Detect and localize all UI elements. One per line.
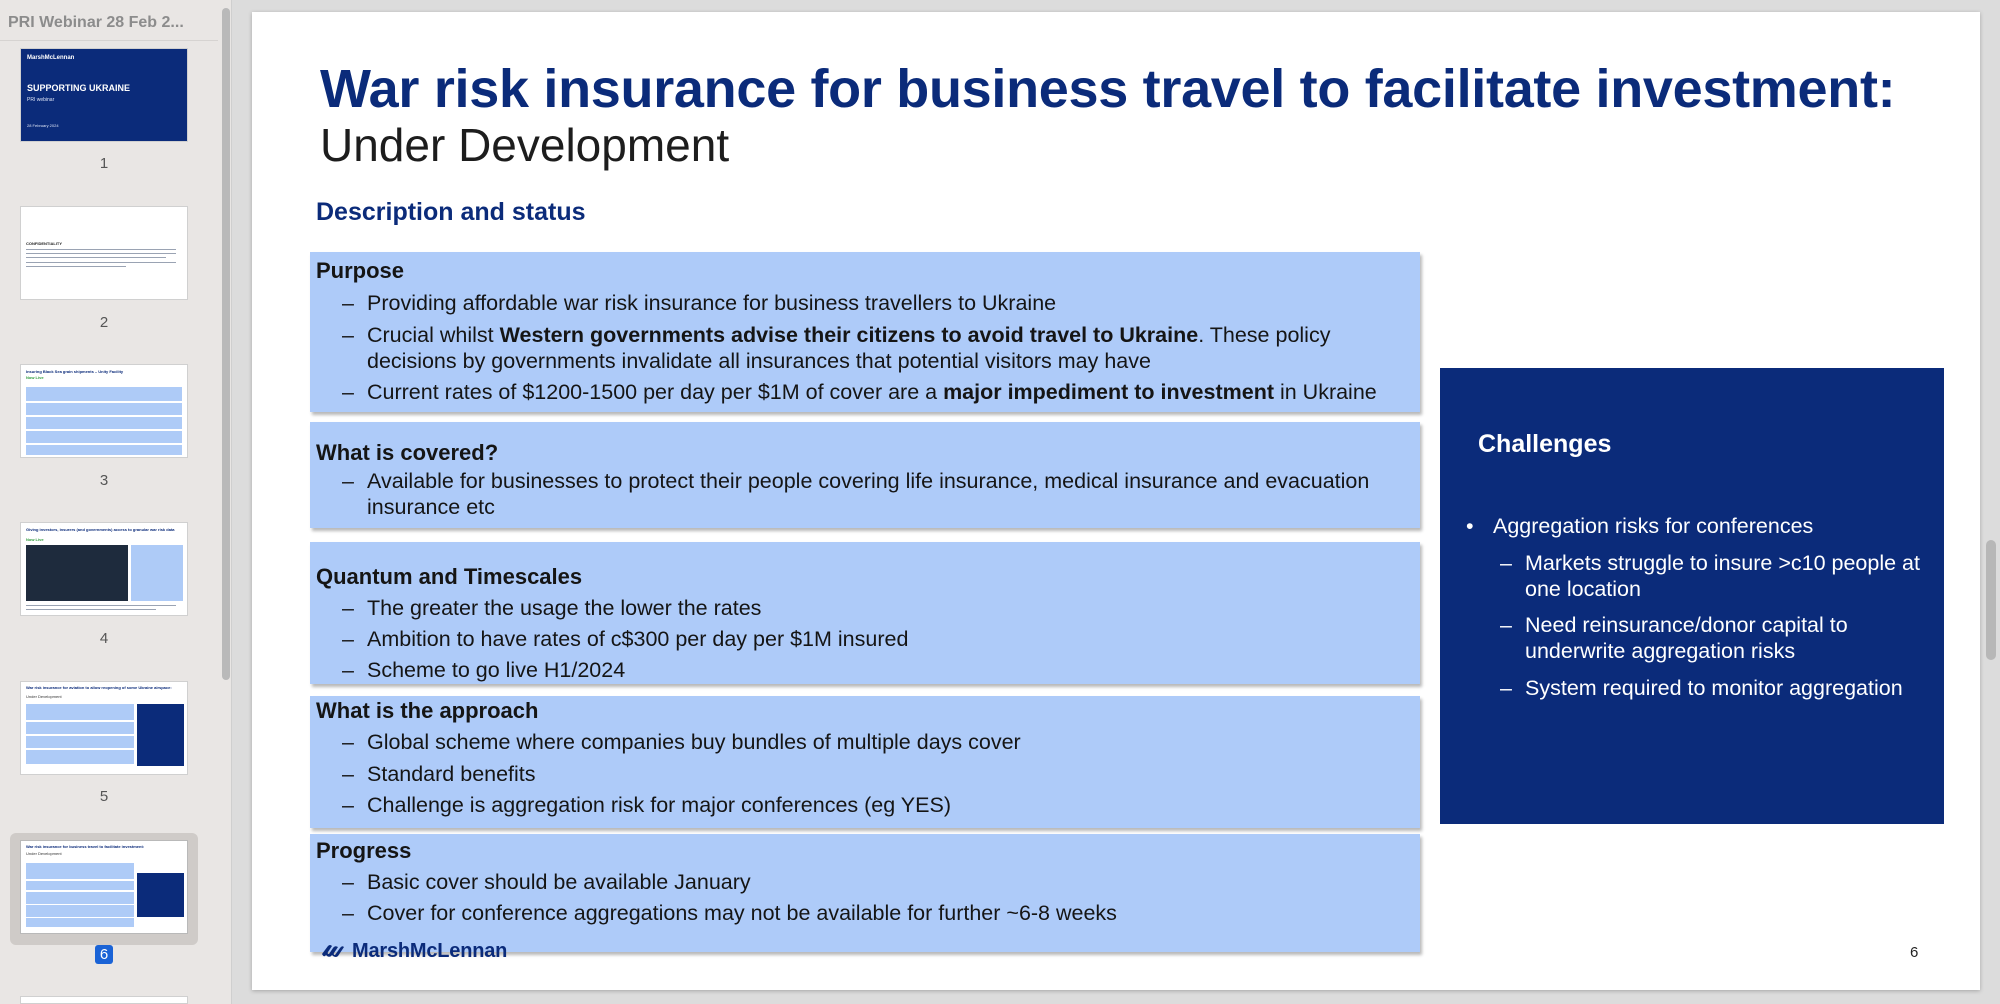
slide-thumbnail-3[interactable] <box>20 364 188 458</box>
dash-marker: – <box>1500 613 1512 637</box>
slide-thumbnail-2[interactable] <box>20 206 188 300</box>
dash-marker: – <box>342 870 354 894</box>
bullet-text-bold: Western governments advise their citizens to avoid travel to Ukraine <box>499 323 1199 347</box>
thumb-panel <box>26 736 134 748</box>
thumb-panel <box>26 387 182 401</box>
dash-marker: – <box>342 793 354 817</box>
thumb-text-line <box>26 262 176 263</box>
slide-thumbnail-7[interactable] <box>20 996 188 1004</box>
bullet-item <box>342 626 1402 652</box>
bullet-item <box>342 322 1402 374</box>
panel-purpose <box>310 252 1420 412</box>
panel-heading: Purpose <box>316 258 405 283</box>
challenge-subtext: Markets struggle to insure >c10 people at one location <box>1525 551 1920 601</box>
challenge-text: Aggregation risks for conferences <box>1493 514 1814 538</box>
dash-marker: – <box>1500 676 1512 700</box>
bullet-text: Providing affordable war risk insurance for business travellers to Ukraine <box>367 291 1057 315</box>
bullet-text-part: Current rates of $1200-1500 per day per $1M of cover are a <box>367 380 944 404</box>
bullet-text-part: Crucial whilst <box>367 323 500 347</box>
slide-number-1: 1 <box>99 155 109 172</box>
challenge-subitem <box>1500 675 1930 701</box>
dash-marker: – <box>1500 551 1512 575</box>
thumb-title: CONFIDENTIALITY <box>26 241 62 246</box>
panel-heading: What is the approach <box>316 698 539 723</box>
thumb-logo: MarshMcLennan <box>27 55 75 61</box>
thumbnail-preview <box>20 996 188 1004</box>
slide-number-4: 4 <box>99 630 109 647</box>
dash-marker: – <box>342 658 354 682</box>
thumb-panel <box>26 918 134 927</box>
thumb-title: Insuring Black Sea grain shipments – Unity Facility <box>26 369 124 374</box>
slide-canvas[interactable] <box>252 12 1980 990</box>
thumb-title: Giving investors, insurers (and governments) access to granular war risk data <box>26 527 175 532</box>
thumb-title: SUPPORTING UKRAINE <box>27 83 131 93</box>
bullet-item <box>342 792 1402 818</box>
bullet-text: Standard benefits <box>367 762 536 786</box>
thumb-panel <box>26 417 182 429</box>
slide-thumbnail-5[interactable] <box>20 681 188 775</box>
slide-title: War risk insurance for business travel to facilitate investment: <box>320 59 1896 119</box>
thumb-panel <box>26 403 182 415</box>
bullet-text-part: in Ukraine <box>1273 380 1377 404</box>
bullet-marker: • <box>1466 514 1474 538</box>
thumb-text-line <box>26 609 156 610</box>
dash-marker: – <box>342 627 354 651</box>
thumbnail-preview <box>20 681 188 775</box>
challenges-box <box>1440 368 1944 824</box>
thumb-panel <box>26 863 134 879</box>
bullet-text: Available for businesses to protect their people covering life insurance, medical insurance and evacuation insurance etc <box>367 469 1370 519</box>
challenge-subitem <box>1500 550 1920 602</box>
thumb-title: War risk insurance for business travel to facilitate investment: <box>26 844 145 849</box>
slide-number-3: 3 <box>99 472 109 489</box>
thumb-status: Now Live <box>26 375 44 380</box>
slide-thumbnail-4[interactable] <box>20 522 188 616</box>
panel-heading: Progress <box>316 838 412 863</box>
thumb-text-line <box>26 249 176 250</box>
slide-thumbnail-6[interactable] <box>20 840 188 934</box>
bullet-item <box>342 468 1402 520</box>
bullet-text: The greater the usage the lower the rates <box>367 596 762 620</box>
dash-marker: – <box>342 469 354 493</box>
bullet-text <box>367 379 1422 405</box>
bullet-item <box>342 761 1402 787</box>
footer-logo-text: MarshMcLennan <box>352 939 508 962</box>
bullet-text <box>367 322 1402 374</box>
slide-number-6-label: 6 <box>95 945 113 964</box>
thumb-panel <box>26 445 182 455</box>
thumbnail-preview <box>20 48 188 142</box>
thumb-subtitle: PRI webinar <box>27 97 55 103</box>
bullet-item <box>342 657 1402 683</box>
bullet-text: Global scheme where companies buy bundles of multiple days cover <box>367 730 1021 754</box>
bullet-text: Ambition to have rates of c$300 per day per $1M insured <box>367 627 909 651</box>
panel-progress <box>310 834 1420 952</box>
thumb-panel <box>26 704 134 720</box>
thumbnail-preview <box>20 364 188 458</box>
thumb-title: War risk insurance for aviation to allow reopening of some Ukraine airspace: <box>26 685 172 690</box>
panel-heading: What is covered? <box>316 440 499 465</box>
challenge-item <box>1466 513 1926 539</box>
thumb-status: Under Development <box>26 694 62 699</box>
challenge-subtext: Need reinsurance/donor capital to underwrite aggregation risks <box>1525 613 1848 663</box>
bullet-text: Challenge is aggregation risk for major conferences (eg YES) <box>367 793 951 817</box>
bullet-item <box>342 379 1422 405</box>
thumb-panel <box>131 545 183 601</box>
challenges-title: Challenges <box>1478 430 1612 458</box>
thumbnail-preview <box>20 522 188 616</box>
bullet-text: Scheme to go live H1/2024 <box>367 658 626 682</box>
dash-marker: – <box>342 291 354 315</box>
bullet-text-bold: major impediment to investment <box>943 380 1274 404</box>
slide-number-2: 2 <box>99 314 109 331</box>
slide-navigator <box>0 0 232 1004</box>
bullet-item <box>342 729 1402 755</box>
thumb-panel <box>26 431 182 443</box>
bullet-text: Cover for conference aggregations may not be available for further ~6-8 weeks <box>367 901 1117 925</box>
sidebar-scrollbar[interactable] <box>222 8 230 680</box>
panel-quantum-and-timescales <box>310 542 1420 684</box>
thumb-panel <box>26 905 134 917</box>
bullet-item <box>342 290 1402 316</box>
thumb-challenges <box>137 704 184 766</box>
dash-marker: – <box>342 323 354 347</box>
thumb-panel <box>26 892 134 904</box>
dash-marker: – <box>342 901 354 925</box>
slide-number-6 <box>20 946 188 963</box>
panel-what-is-the-approach <box>310 696 1420 828</box>
bullet-text-part: . These policy decisions by governments invalidate all insurances that potential visitors may have <box>367 323 1331 373</box>
slide-thumbnail-1[interactable] <box>20 48 188 142</box>
bullet-item <box>342 595 1402 621</box>
thumb-status: Under Development <box>26 851 62 856</box>
dash-marker: – <box>342 596 354 620</box>
thumbnail-preview <box>20 840 188 934</box>
dash-marker: – <box>342 380 354 404</box>
thumb-panel <box>26 722 134 734</box>
challenge-subitem <box>1500 612 1920 664</box>
thumb-status: Now Live <box>26 537 44 542</box>
dash-marker: – <box>342 762 354 786</box>
challenge-subtext: System required to monitor aggregation <box>1525 676 1903 700</box>
thumb-text-line <box>26 253 176 254</box>
thumb-challenges <box>137 873 184 917</box>
slide-subtitle: Under Development <box>320 119 730 171</box>
thumbnail-preview <box>20 206 188 300</box>
section-heading: Description and status <box>316 198 586 226</box>
sidebar-divider <box>0 40 218 41</box>
bullet-item <box>342 869 1402 895</box>
page-number: 6 <box>1910 944 1919 961</box>
slide-number-5: 5 <box>99 788 109 805</box>
marshmclennan-logo-icon <box>320 942 346 960</box>
thumb-text-line <box>26 605 176 606</box>
thumb-date: 28 February 2024 <box>27 123 59 128</box>
bullet-text: Basic cover should be available January <box>367 870 751 894</box>
bullet-item <box>342 900 1402 926</box>
thumb-panel <box>26 750 134 764</box>
main-scrollbar[interactable] <box>1986 540 1996 660</box>
panel-what-is-covered <box>310 422 1420 528</box>
thumb-map <box>26 545 128 601</box>
thumb-text-line <box>26 266 126 267</box>
dash-marker: – <box>342 730 354 754</box>
footer-logo <box>320 938 507 964</box>
thumb-panel <box>26 881 134 890</box>
thumb-text-line <box>26 257 166 258</box>
document-title: PRI Webinar 28 Feb 2... <box>8 14 184 31</box>
panel-heading: Quantum and Timescales <box>316 564 583 589</box>
